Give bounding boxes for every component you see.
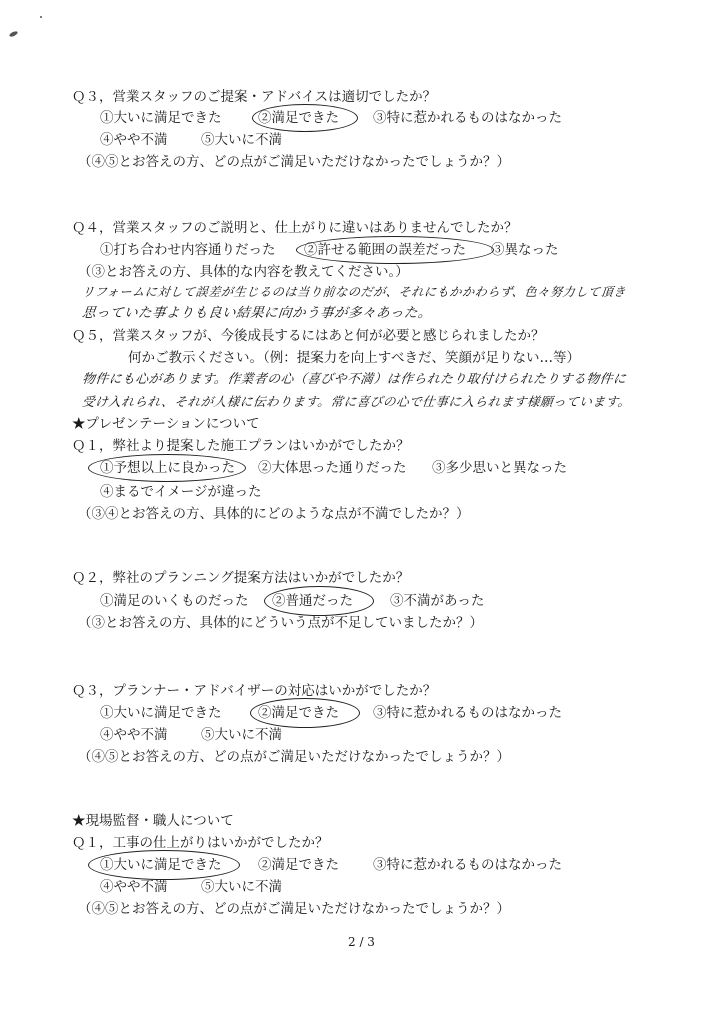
followup-text: （④⑤とお答えの方、どの点がご満足いただけなかったでしょうか？）	[78, 154, 510, 170]
option-4: ④やや不満	[100, 132, 168, 148]
answer-circle	[88, 454, 246, 482]
section-heading: ★プレゼンテーションについて	[72, 416, 260, 432]
option-3: ③特に惹かれるものはなかった	[373, 857, 562, 873]
option-1: ①大いに満足できた	[100, 110, 222, 126]
handwritten-answer: 思っていた事よりも良い結果に向かう事が多々あった。	[81, 305, 433, 321]
option-5: ⑤大いに不満	[201, 132, 282, 148]
handwritten-answer: リフォームに対して誤差が生じるのは当り前なのだが、それにもかかわらず、色々努力して頂き	[81, 285, 627, 299]
option-2: ②大体思った通りだった	[258, 460, 407, 476]
option-2: ②満足できた	[258, 857, 339, 873]
answer-circle	[252, 104, 358, 132]
page-number: 2 / 3	[348, 935, 375, 949]
question-q1-site: Ｑ１，工事の仕上がりはいかがでしたか？	[72, 835, 329, 851]
question-q3-staff: Ｑ３，営業スタッフのご提案・アドバイスは適切でしたか？	[72, 89, 437, 105]
option-4: ④やや不満	[100, 727, 168, 743]
option-1: ①大いに満足できた	[100, 705, 222, 721]
followup-text: （③とお答えの方、具体的にどういう点が不足していましたか？）	[78, 615, 483, 631]
option-2-selected: ②許せる範囲の誤差だった	[304, 242, 466, 258]
question-q1-presentation: Ｑ１，弊社より提案した施工プランはいかがでしたか？	[72, 438, 410, 454]
option-5: ⑤大いに不満	[201, 727, 282, 743]
option-1-selected: ①予想以上に良かった	[100, 460, 235, 476]
answer-circle	[296, 236, 494, 264]
option-2-selected: ②満足できた	[258, 705, 339, 721]
option-1-selected: ①大いに満足できた	[100, 857, 222, 873]
option-1: ①満足のいくものだった	[100, 593, 249, 609]
followup-text: （③④とお答えの方、具体的にどのような点が不満でしたか？）	[78, 506, 470, 522]
followup-text: （③とお答えの方、具体的な内容を教えてください。）	[78, 264, 409, 280]
option-3: ③異なった	[491, 242, 559, 258]
answer-circle	[250, 698, 360, 728]
option-3: ③不満があった	[390, 593, 485, 609]
option-2-selected: ②普通だった	[272, 593, 353, 609]
followup-text: （④⑤とお答えの方、どの点がご満足いただけなかったでしょうか？）	[78, 901, 510, 917]
scan-mark	[40, 16, 42, 18]
handwritten-answer: 受け入れられ、それが人様に伝わります。常に喜びの心で仕事に入られます様願っています。	[81, 394, 632, 409]
handwritten-answer: 物件にも心があります。作業者の心（喜びや不満）は作られたり取付けられたりする物件に	[81, 372, 628, 387]
option-1: ①打ち合わせ内容通りだった	[100, 242, 276, 258]
option-5: ⑤大いに不満	[201, 879, 282, 895]
scan-mark	[9, 30, 19, 37]
option-4: ④まるでイメージが違った	[100, 484, 262, 500]
question-prompt: 何かご教示ください。（例：提案力を向上すべきだ、笑顔が足りない…等）	[128, 350, 580, 366]
answer-circle	[88, 850, 240, 880]
question-q2-presentation: Ｑ２，弊社のプランニング提案方法はいかがでしたか？	[72, 570, 410, 586]
option-3: ③特に惹かれるものはなかった	[373, 705, 562, 721]
option-3: ③特に惹かれるものはなかった	[373, 110, 562, 126]
section-heading: ★現場監督・職人について	[72, 813, 234, 829]
question-q4-staff: Ｑ４，営業スタッフのご説明と、仕上がりに違いはありませんでしたか？	[72, 220, 518, 236]
followup-text: （④⑤とお答えの方、どの点がご満足いただけなかったでしょうか？）	[78, 749, 510, 765]
answer-circle	[264, 586, 374, 616]
question-q5-staff: Ｑ５，営業スタッフが、今後成長するにはあと何が必要と感じられましたか？	[72, 328, 545, 344]
question-q3-presentation: Ｑ３，プランナー・アドバイザーの対応はいかがでしたか？	[72, 683, 437, 699]
option-4: ④やや不満	[100, 879, 168, 895]
option-2-selected: ②満足できた	[258, 110, 339, 126]
option-3: ③多少思いと異なった	[432, 460, 567, 476]
